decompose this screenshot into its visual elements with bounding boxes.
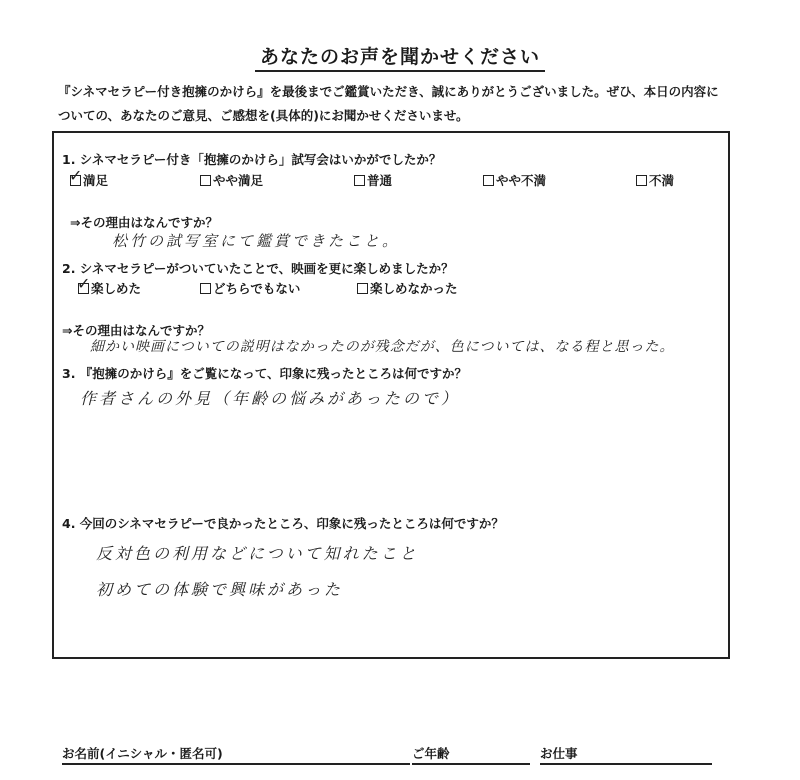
checkbox-icon[interactable] bbox=[483, 175, 494, 186]
q2-answer: 細かい映画についての説明はなかったのが残念だが、色については、なる程と思った。 bbox=[90, 339, 675, 355]
q2-option-not-enjoyed[interactable]: 楽しめなかった bbox=[357, 279, 458, 297]
job-label: お仕事 bbox=[540, 746, 578, 761]
job-input-line[interactable] bbox=[540, 763, 712, 765]
q1-answer: 松竹の試写室にて鑑賞できたこと。 bbox=[112, 232, 401, 250]
name-label: お名前(イニシャル・匿名可) bbox=[62, 746, 223, 761]
checkbox-icon[interactable] bbox=[200, 175, 211, 186]
q1-option-neutral[interactable]: 普通 bbox=[354, 171, 392, 189]
q4-answer-line-1: 反対色の利用などについて知れたこと bbox=[96, 544, 419, 563]
check-mark-icon: ✓ bbox=[77, 274, 91, 293]
checkbox-checked-icon[interactable] bbox=[69, 166, 83, 186]
q2-option-neither[interactable]: どちらでもない bbox=[200, 279, 300, 297]
q3-answer: 作者さんの外見（年齢の悩みがあったので） bbox=[80, 389, 460, 408]
q2-reason-label: ⇒その理由はなんですか？ bbox=[62, 323, 210, 338]
checkbox-icon[interactable] bbox=[357, 283, 368, 294]
intro-line-2: ついての、あなたのご意見、ご感想を(具体的)にお聞かせくださいませ。 bbox=[58, 108, 469, 123]
checkbox-checked-icon[interactable] bbox=[77, 274, 91, 294]
q1-option-somewhat-satisfied[interactable]: やや満足 bbox=[200, 171, 263, 189]
age-input-line[interactable] bbox=[412, 763, 530, 765]
q4-answer-line-2: 初めての体験で興味があった bbox=[96, 580, 343, 599]
name-input-line[interactable] bbox=[62, 763, 410, 765]
page-title: あなたのお声を聞かせください bbox=[259, 46, 540, 68]
q1-option-satisfied[interactable]: ✓ 満足 bbox=[69, 166, 109, 188]
checkbox-icon[interactable] bbox=[636, 175, 647, 186]
check-mark-icon: ✓ bbox=[69, 166, 83, 185]
checkbox-icon[interactable] bbox=[354, 175, 365, 186]
title-underline bbox=[255, 70, 545, 72]
q1-option-somewhat-dissatisfied[interactable]: やや不満 bbox=[483, 171, 546, 189]
q2-question: 2. シネマセラピーがついていたことで、映画を更に楽しめましたか？ bbox=[62, 261, 454, 276]
q3-question: 3. 『抱擁のかけら』をご覧になって、印象に残ったところは何ですか？ bbox=[62, 366, 468, 381]
q2-option-enjoyed[interactable]: ✓ 楽しめた bbox=[77, 274, 142, 296]
intro-line-1: 『シネマセラピー付き抱擁のかけら』を最後までご鑑賞いただき、誠にありがとうございました。ぜひ、本日の内容に bbox=[58, 84, 719, 99]
q1-question: 1. シネマセラピー付き「抱擁のかけら」試写会はいかがでしたか？ bbox=[62, 152, 442, 167]
q1-reason-label: ⇒その理由はなんですか？ bbox=[70, 215, 218, 230]
age-label: ご年齢 bbox=[412, 746, 450, 761]
q4-question: 4. 今回のシネマセラピーで良かったところ、印象に残ったところは何ですか？ bbox=[62, 516, 504, 531]
q1-option-dissatisfied[interactable]: 不満 bbox=[636, 171, 674, 189]
intro-text bbox=[58, 80, 719, 128]
checkbox-icon[interactable] bbox=[200, 283, 211, 294]
